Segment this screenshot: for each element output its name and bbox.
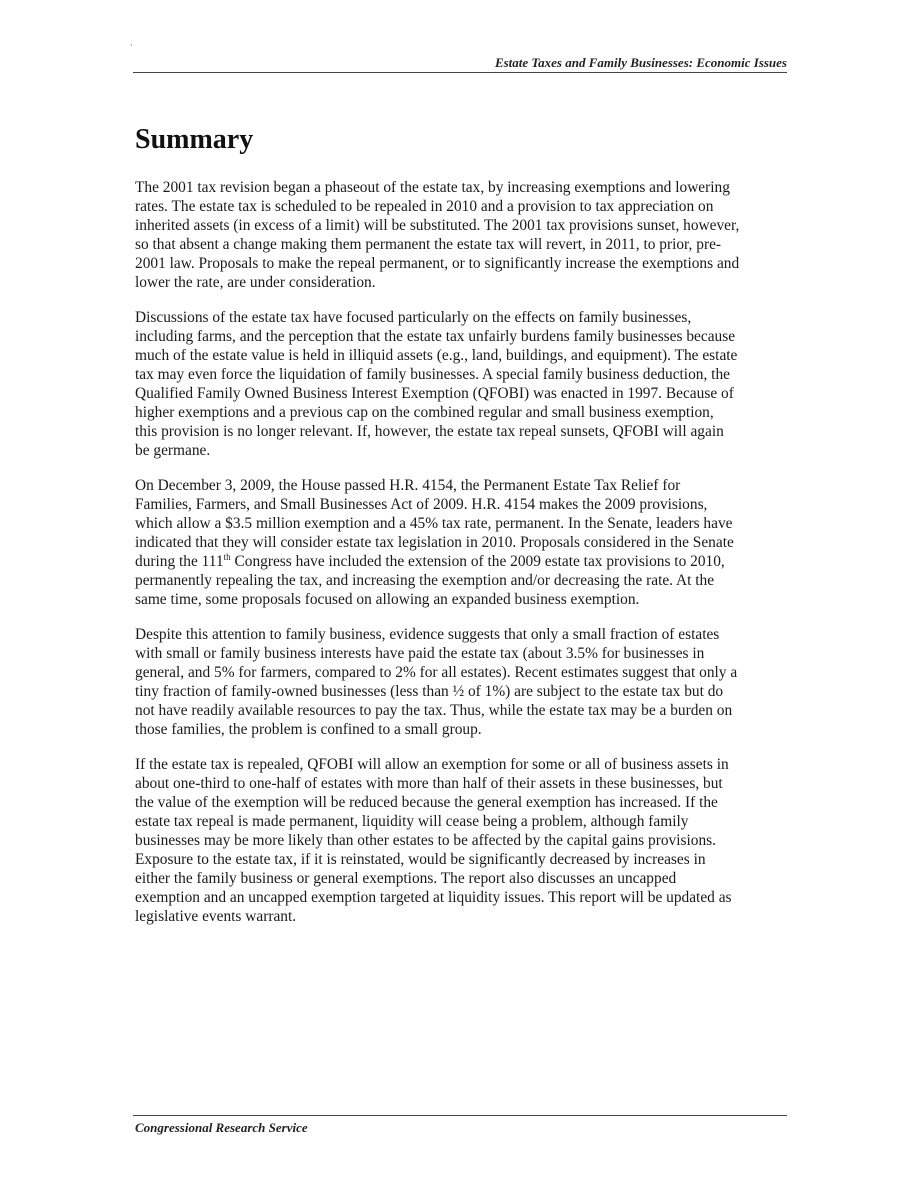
text-line: tax may even force the liquidation of family businesses. A special family business deduction, the: [135, 366, 730, 383]
text-line: much of the estate value is held in illiquid assets (e.g., land, buildings, and equipment). The estate: [135, 347, 738, 364]
text-fragment: during the 111: [135, 553, 224, 570]
text-line: lower the rate, are under consideration.: [135, 274, 376, 291]
text-line: be germane.: [135, 442, 211, 459]
text-line: about one-third to one-half of estates with more than half of their assets in these businesses, but: [135, 775, 723, 792]
text-line: permanently repealing the tax, and increasing the exemption and/or decreasing the rate. At the: [135, 572, 715, 589]
text-line: inherited assets (in excess of a limit) will be substituted. The 2001 tax provisions sunset, however,: [135, 217, 740, 234]
text-line: rates. The estate tax is scheduled to be repealed in 2010 and a provision to tax appreciation on: [135, 198, 714, 215]
text-line: Families, Farmers, and Small Businesses Act of 2009. H.R. 4154 makes the 2009 provisions,: [135, 496, 708, 513]
text-line: general, and 5% for farmers, compared to 2% for all estates). Recent estimates suggest that only a: [135, 664, 738, 681]
footer-rule: [133, 1115, 787, 1116]
text-line: this provision is no longer relevant. If, however, the estate tax repeal sunsets, QFOBI will again: [135, 423, 724, 440]
text-line: same time, some proposals focused on allowing an expanded business exemption.: [135, 591, 640, 608]
paragraph-3: [135, 476, 787, 609]
text-line: exemption and an uncapped exemption targeted at liquidity issues. This report will be updated as: [135, 889, 732, 906]
paragraph-5: [135, 755, 787, 926]
text-line: higher exemptions and a previous cap on the combined regular and small business exemption,: [135, 404, 714, 421]
text-line: The 2001 tax revision began a phaseout of the estate tax, by increasing exemptions and lowering: [135, 179, 730, 196]
section-title: Summary: [135, 124, 254, 155]
text-line: not have readily available resources to pay the tax. Thus, while the estate tax may be a burden on: [135, 702, 733, 719]
ordinal-superscript: th: [223, 552, 231, 562]
body-text: [135, 178, 787, 942]
running-header: Estate Taxes and Family Businesses: Economic Issues: [494, 55, 787, 70]
text-line: Discussions of the estate tax have focused particularly on the effects on family businesses,: [135, 309, 692, 326]
text-line: tiny fraction of family-owned businesses (less than ½ of 1%) are subject to the estate tax but do: [135, 683, 724, 700]
text-line: Qualified Family Owned Business Interest Exemption (QFOBI) was enacted in 1997. Because of: [135, 385, 734, 402]
paragraph-2: [135, 308, 787, 460]
paragraph-1: [135, 178, 787, 292]
running-footer: Congressional Research Service: [135, 1120, 308, 1135]
text-line: either the family business or general exemptions. The report also discusses an uncapped: [135, 870, 677, 887]
text-line: On December 3, 2009, the House passed H.R. 4154, the Permanent Estate Tax Relief for: [135, 477, 681, 494]
text-line: including farms, and the perception that the estate tax unfairly burdens family businesses because: [135, 328, 736, 345]
text-line: If the estate tax is repealed, QFOBI will allow an exemption for some or all of business assets in: [135, 756, 729, 773]
text-line: so that absent a change making them permanent the estate tax will revert, in 2011, to prior, pre-: [135, 236, 722, 253]
text-line: the value of the exemption will be reduced because the general exemption has increased. If the: [135, 794, 718, 811]
text-line: Despite this attention to family business, evidence suggests that only a small fraction of estates: [135, 626, 720, 643]
text-line: those families, the problem is confined to a small group.: [135, 721, 482, 738]
text-line: indicated that they will consider estate tax legislation in 2010. Proposals considered in the Senate: [135, 534, 734, 551]
paragraph-4: [135, 625, 787, 739]
text-line: which allow a $3.5 million exemption and a 45% tax rate, permanent. In the Senate, leaders have: [135, 515, 733, 532]
text-line: legislative events warrant.: [135, 908, 297, 925]
header-rule: [133, 72, 787, 73]
text-line: Exposure to the estate tax, if it is reinstated, would be significantly decreased by increases in: [135, 851, 706, 868]
text-fragment: Congress have included the extension of the 2009 estate tax provisions to 2010,: [230, 553, 725, 570]
text-line: with small or family business interests have paid the estate tax (about 3.5% for businesses in: [135, 645, 705, 662]
text-line: estate tax repeal is made permanent, liquidity will cease being a problem, although family: [135, 813, 689, 830]
text-line-with-superscript: [135, 552, 787, 571]
stray-mark: ·: [130, 40, 133, 50]
text-line: 2001 law. Proposals to make the repeal permanent, or to significantly increase the exemptions and: [135, 255, 740, 272]
text-line: businesses may be more likely than other estates to be affected by the capital gains provisions.: [135, 832, 716, 849]
